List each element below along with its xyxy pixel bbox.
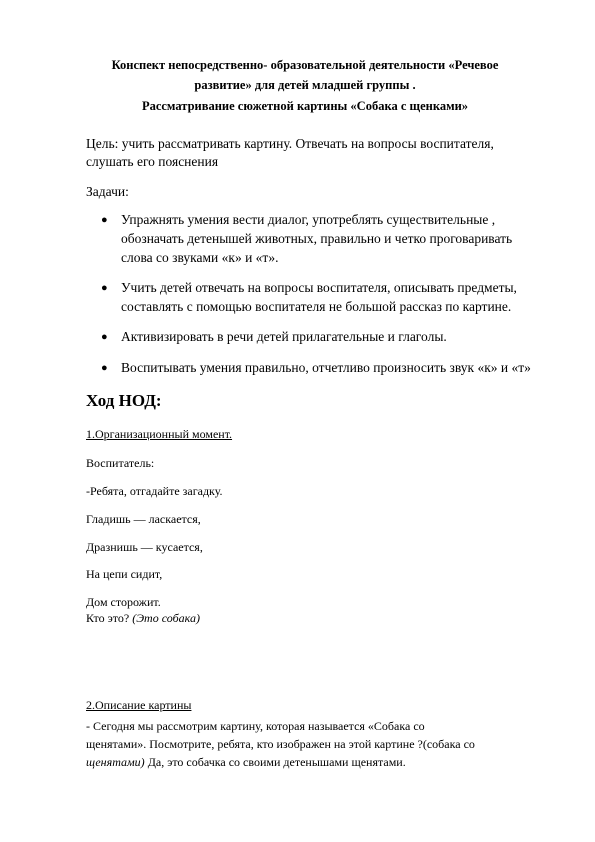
task-3-line-1: Активизировать в речи детей прилагательные и глаголы.	[121, 329, 447, 344]
section-2-line-2: щенятами». Посмотрите, ребята, кто изображен на этой картине ?(собака со	[86, 737, 475, 751]
goal-line-2: слушать его пояснения	[86, 154, 219, 169]
question-text: Кто это?	[86, 611, 130, 625]
task-2-line-1: Учить детей отвечать на вопросы воспитателя, описывать предметы,	[121, 280, 517, 295]
section-heading: Ход НОД:	[86, 391, 162, 410]
answer-text: (Это собака)	[132, 611, 200, 625]
task-1-line-1: Упражнять умения вести диалог, употреблять существительные ,	[121, 212, 496, 227]
task-4-line-1: Воспитывать умения правильно, отчетливо произносить звук «к» и «т»	[121, 360, 531, 375]
tasks-label: Задачи:	[86, 184, 129, 199]
title-line-3: Рассматривание сюжетной картины «Собака с щенками»	[141, 99, 469, 113]
title-line-1: Конспект непосредственно- образовательной деятельности «Речевое	[111, 58, 499, 72]
bullet-icon: ●	[101, 331, 108, 343]
riddle-line: Гладишь — ласкается,	[86, 512, 201, 526]
section-2-answer: щенятами)	[86, 755, 145, 769]
riddle-line: -Ребята, отгадайте загадку.	[86, 484, 223, 498]
section-1-heading: 1.Организационный момент.	[86, 427, 233, 441]
section-2-sentence: Да, это собачка со своими детенышами щенятами.	[147, 755, 406, 769]
bullet-icon: ●	[101, 362, 108, 374]
section-2-line-1: - Сегодня мы рассмотрим картину, которая называется «Собака со	[86, 719, 425, 733]
teacher-label: Воспитатель:	[86, 456, 155, 470]
task-1-line-3: слова со звуками «к» и «т».	[121, 250, 279, 265]
riddle-question	[86, 610, 200, 627]
bullet-icon: ●	[101, 214, 108, 226]
bullet-icon: ●	[101, 282, 108, 294]
riddle-line: Дразнишь — кусается,	[86, 540, 203, 554]
section-2-heading: 2.Описание картины	[86, 698, 192, 712]
section-2-line-3	[86, 754, 406, 771]
task-1-line-2: обозначать детенышей животных, правильно и четко проговаривать	[121, 231, 513, 246]
riddle-line: На цепи сидит,	[86, 567, 163, 581]
title-line-2: развитие» для детей младшей группы .	[194, 78, 416, 92]
task-2-line-2: составлять с помощью воспитателя не большой рассказ по картине.	[121, 299, 512, 314]
goal-line-1: Цель: учить рассматривать картину. Отвечать на вопросы воспитателя,	[86, 136, 494, 151]
riddle-line: Дом сторожит.	[86, 595, 161, 609]
